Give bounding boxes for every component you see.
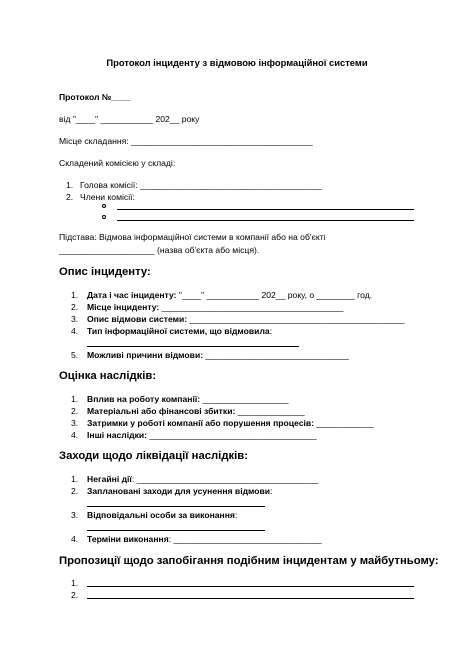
list-number: 4. <box>71 326 79 336</box>
list-number: 2. <box>71 406 79 416</box>
list-number: 4. <box>71 430 79 440</box>
item-label: Інші наслідки: <box>87 430 148 440</box>
item-fill: _____________________________________________ <box>187 314 405 324</box>
list-number: 2. <box>71 590 79 600</box>
list-number: 2. <box>71 486 79 496</box>
list-number: 5. <box>71 350 79 360</box>
item-label: Тип інформаційної системи, що відмовила <box>87 326 270 336</box>
list-number: 4. <box>71 534 79 544</box>
section-heading: Опис інциденту: <box>59 266 151 278</box>
section-heading: Оцінка наслідків: <box>59 370 157 382</box>
item-label: Вплив на роботу компанії: <box>87 394 201 404</box>
item-fill: ____________ <box>314 418 374 428</box>
protocol-number: Протокол №____ <box>59 92 131 102</box>
basis-line: Підстава: Відмова інформаційної системи в компанії або на об'єкті <box>59 232 326 242</box>
section-heading: Заходи щодо ліквідації наслідків: <box>59 450 248 462</box>
list-item <box>66 193 135 202</box>
item-fill: __________________ <box>200 394 289 404</box>
list-item <box>66 181 322 190</box>
list-number: 3. <box>71 314 79 324</box>
fill-line <box>87 346 299 347</box>
section-heading: Пропозиції щодо запобігання подібним інцидентам у майбутньому: <box>59 555 439 567</box>
item-label: Матеріальні або фінансові збитки: <box>87 406 236 416</box>
list-number: 1. <box>71 578 79 588</box>
list-item <box>71 535 322 544</box>
list-item <box>71 407 305 416</box>
commission-intro: Складений комісією у складі: <box>59 158 176 168</box>
item-label: Заплановані заходи для усунення відмови <box>87 486 271 496</box>
list-item <box>71 431 317 440</box>
list-item <box>71 591 78 600</box>
list-item <box>71 579 78 588</box>
fill-line <box>87 506 265 507</box>
list-item <box>71 419 374 428</box>
item-fill: : _______________________________ <box>168 534 322 544</box>
item-fill: ______________ <box>235 406 305 416</box>
item-label: Можливі причини відмови: <box>87 350 204 360</box>
item-fill: : ______________________________________ <box>131 474 319 484</box>
item-label: Відповідальні особи за виконання <box>87 510 235 520</box>
list-item <box>71 511 237 520</box>
list-item <box>71 291 372 300</box>
item-fill: ______________________________________ <box>159 302 344 312</box>
list-item <box>71 487 272 496</box>
item-fill: : <box>234 510 238 520</box>
list-number: 1. <box>71 474 79 484</box>
item-label: Негайні дії <box>87 474 132 484</box>
list-item <box>71 475 318 484</box>
list-item <box>71 351 349 360</box>
place-line: Місце складання: ______________________________________ <box>59 136 313 146</box>
item-label: Затримки у роботі компанії або порушення процесів: <box>87 418 315 428</box>
list-number: 1. <box>71 290 79 300</box>
list-item <box>71 303 343 312</box>
list-item <box>71 395 289 404</box>
list-number: 1. <box>66 180 74 190</box>
bullet-circle-icon <box>102 215 106 219</box>
basis-line: ____________________ (назва об'єкта або місця). <box>59 245 260 255</box>
members-label: Члени комісії: <box>80 192 135 202</box>
list-number: 3. <box>71 510 79 520</box>
item-label: Опис відмови системи: <box>87 314 188 324</box>
fill-line <box>87 586 414 587</box>
chairman-line: Голова комісії: ______________________________________ <box>80 180 322 190</box>
list-item <box>71 327 272 336</box>
item-fill: ___________________________________ <box>147 430 317 440</box>
item-fill: "____" ___________ 202__ року, о ________ год. <box>176 290 373 300</box>
item-label: Дата і час інциденту: <box>87 290 177 300</box>
item-fill: ______________________________ <box>203 350 349 360</box>
list-item <box>71 315 405 324</box>
fill-line <box>87 598 414 599</box>
member-fill-line <box>117 220 414 221</box>
item-label: Місце інциденту: <box>87 302 160 312</box>
document-title: Протокол інциденту з відмовою інформаційної системи <box>106 57 368 68</box>
list-number: 3. <box>71 418 79 428</box>
fill-line <box>87 530 265 531</box>
item-fill: : <box>269 326 273 336</box>
list-number: 2. <box>66 192 74 202</box>
item-label: Терміни виконання <box>87 534 169 544</box>
list-number: 2. <box>71 302 79 312</box>
bullet-circle-icon <box>102 204 106 208</box>
item-fill: : <box>270 486 273 496</box>
list-number: 1. <box>71 394 79 404</box>
date-line: від "____" ___________ 202__ року <box>59 114 200 124</box>
member-fill-line <box>117 209 414 210</box>
